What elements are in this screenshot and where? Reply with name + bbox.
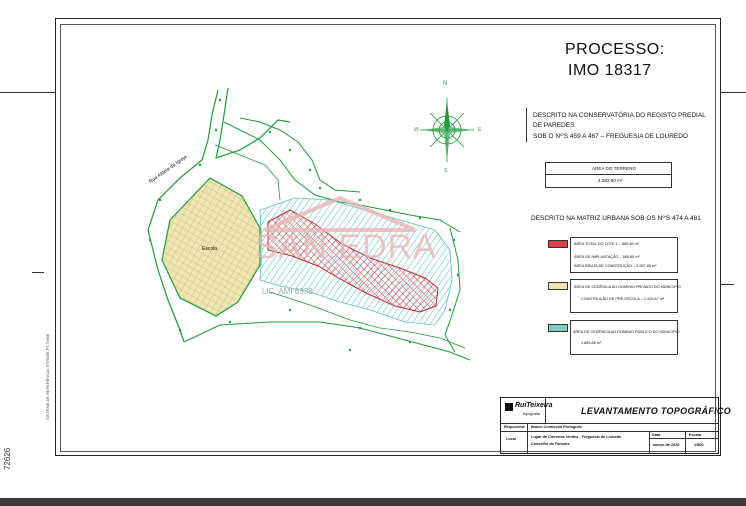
process-label: PROCESSO: (565, 41, 665, 58)
local-label: Local (506, 437, 516, 441)
date-label: Data (652, 433, 661, 437)
north-label: N (443, 81, 448, 87)
south-boundary (184, 322, 470, 360)
reference-system-note: SISTEMA DE REFERÊNCIA: ETRS89-PT-TM06 (45, 333, 50, 420)
registry-line-3: SOB O Nº'S 459 A 467 – FREGUESIA DE LOUREDO (533, 133, 688, 140)
lot-swatch (548, 240, 568, 248)
road-edge-2 (240, 118, 360, 192)
school-label: Escola (202, 246, 218, 252)
compass-rose-icon (412, 90, 482, 170)
implantation-area: ÁREA DE IMPLANTAÇÃO – 885,85 m² (574, 255, 640, 259)
company-logo-sub: topografia (523, 412, 540, 416)
margin-tick-right (720, 284, 734, 285)
terrain-area-value: 4.082,50 m² (598, 178, 623, 183)
west-label: W (414, 127, 419, 133)
preschool-construction: CONSTRUÇÃO DE PRÉ-ESCOLA – 1.310,67 m² (581, 297, 665, 301)
local-value-2: Concelho de Paredes (531, 442, 570, 446)
public-cession-label: ÁREA DE CEDÊNCIA AO DOMINIO PÚBLICO DO MUNICIPIO (573, 330, 680, 334)
process-number: IMO 18317 (568, 62, 652, 79)
bottom-bar (0, 498, 746, 506)
street-label: Rua Aldeia da Igreja (148, 154, 189, 185)
side-number: 72626 (3, 447, 12, 470)
public-swatch (548, 324, 568, 332)
scale-value: 1/500 (694, 443, 704, 447)
construction-area: ÁREA BRUTA DE CONSTRUÇÃO – 3.657,85 m² (574, 264, 657, 268)
requerente-label: Requerente (504, 425, 525, 429)
matrix-title: DESCRITO NA MATRIZ URBANA SOB OS Nº'S 474 A 481 (531, 215, 701, 222)
date-value: março de 2020 (653, 443, 680, 447)
terrain-area-header: ÁREA DO TERRENO (592, 166, 637, 171)
margin-guide-right (720, 92, 746, 93)
company-logo-text: RuiTeixeira (515, 402, 553, 409)
lot-legend-box (570, 237, 678, 273)
requerente-value: Banco Comercial Português (531, 425, 582, 429)
scale-label: Escala (689, 433, 702, 437)
private-cession-label: ÁREA DE CEDÊNCIA AO DOMINIO PRIVADO DO MUNICIPIO (574, 285, 681, 289)
title-block-heading: LEVANTAMENTO TOPOGRÁFICO (581, 406, 732, 416)
registry-line-2: DE PAREDES (533, 122, 575, 129)
margin-tick (32, 272, 44, 273)
company-logo-icon (505, 403, 513, 411)
public-legend-box (570, 320, 678, 355)
south-label: S (444, 168, 448, 174)
public-cession-value: 1.885,86 m² (581, 341, 602, 345)
local-value-1: Lugar de Carreiras Verdes - Freguesia de Louredo (531, 435, 622, 439)
east-label: E (478, 127, 482, 133)
preschool-legend-box (570, 279, 681, 313)
watermark-text: SAN EDRA (255, 228, 437, 266)
license-watermark: LIC. AMI 6338 (262, 287, 313, 296)
registry-line-1: DESCRITO NA CONSERVATÓRIA DO REGISTO PREDIAL (533, 112, 706, 119)
margin-guide-left (0, 92, 56, 93)
registry-bracket (526, 108, 527, 142)
lot-total-area: ÁREA TOTAL DO LOTE 1 – 885,85 m² (574, 242, 640, 246)
terrain-area-box (545, 162, 672, 188)
title-block (500, 397, 732, 454)
preschool-swatch (548, 282, 568, 290)
